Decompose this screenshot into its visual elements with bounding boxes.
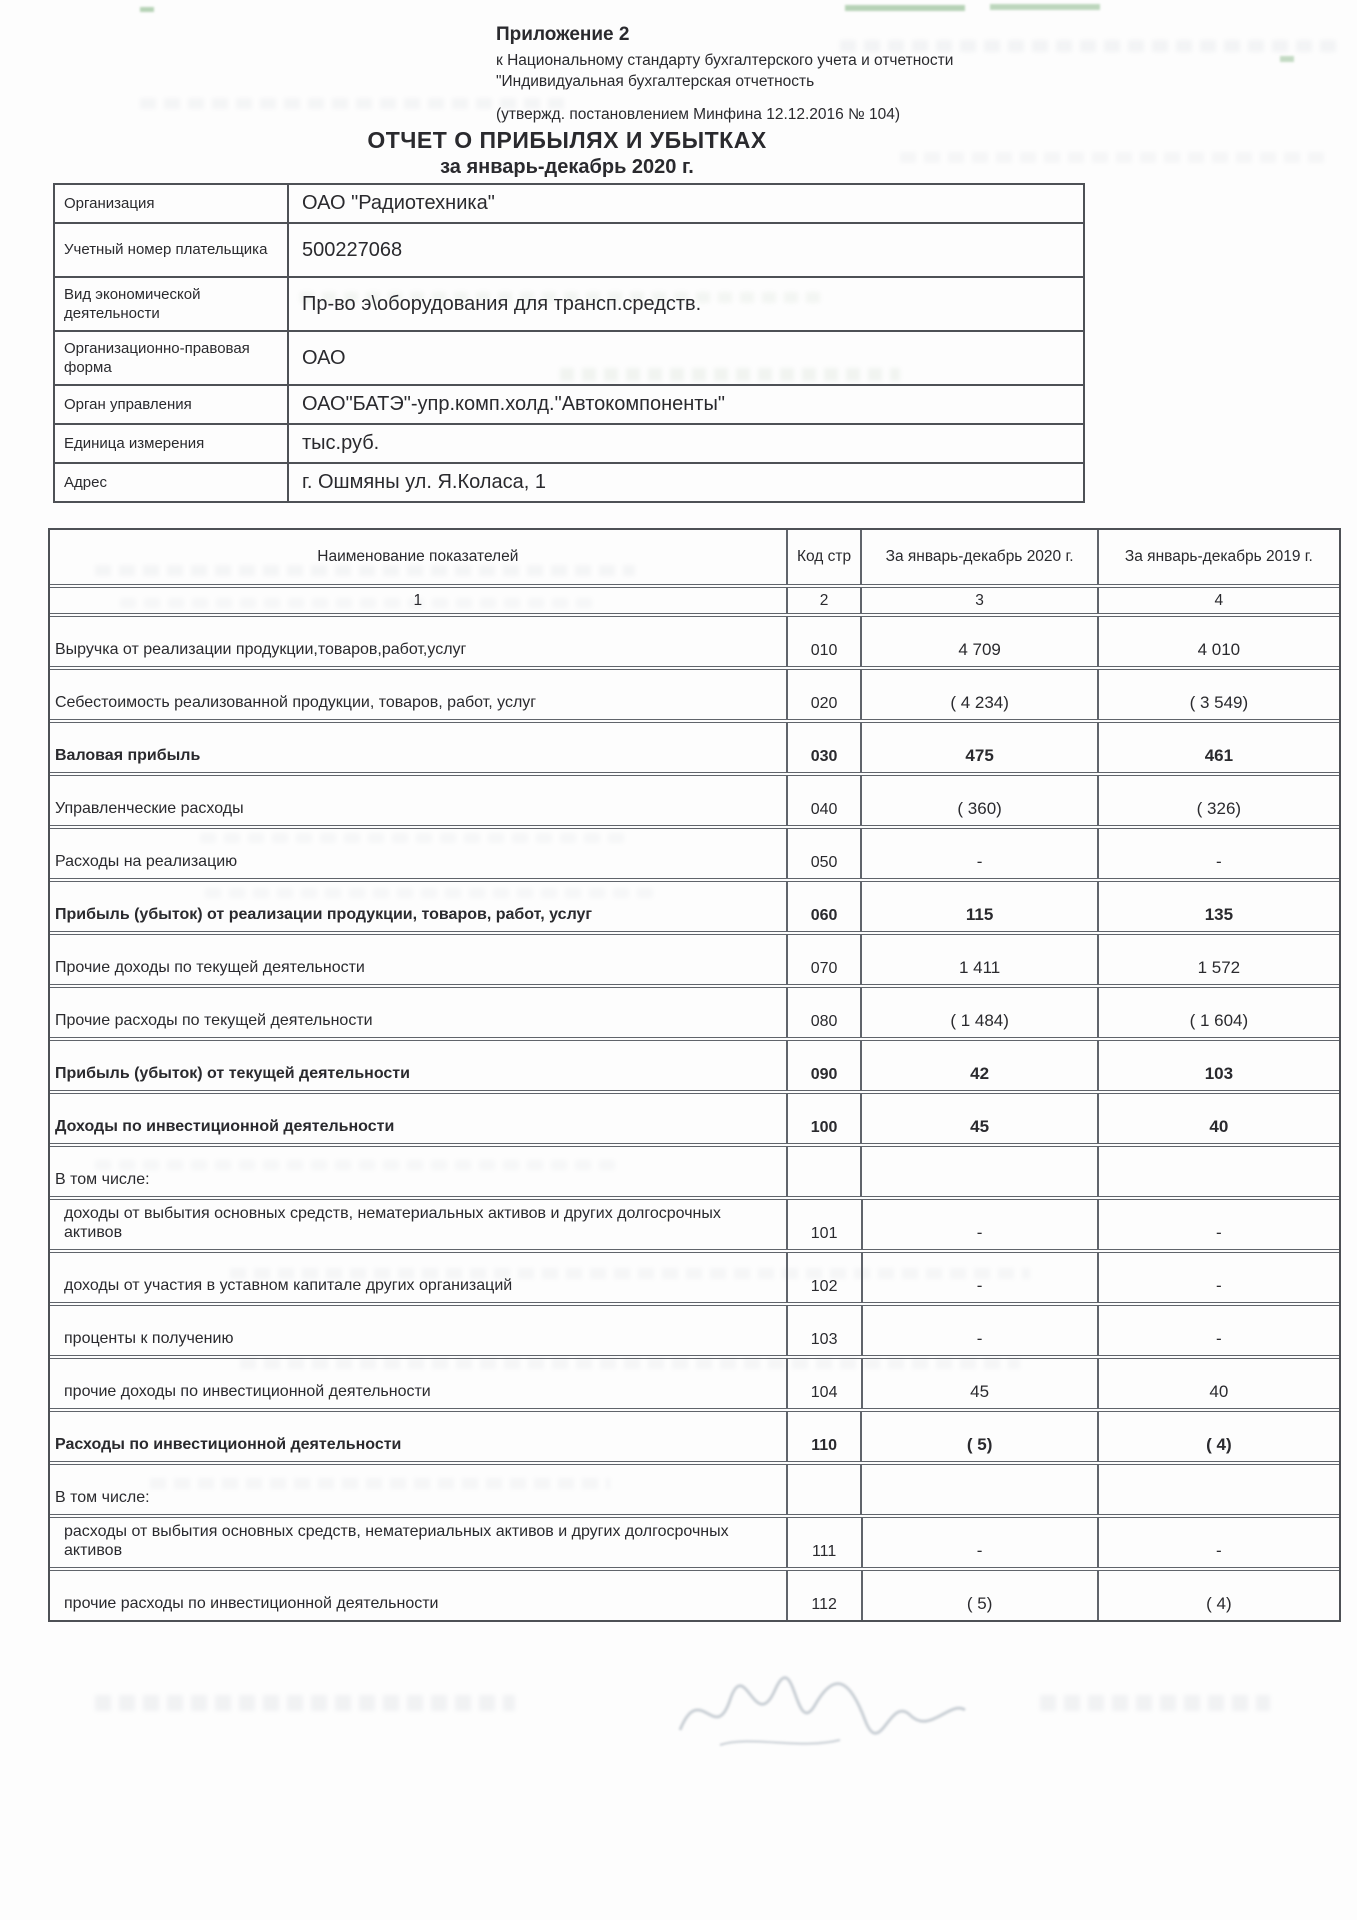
org-info-label: Единица измерения bbox=[55, 425, 289, 462]
row-indicator-name: Расходы на реализацию bbox=[50, 829, 788, 878]
row-value-2019: 40 bbox=[1209, 1382, 1229, 1401]
row-code: 103 bbox=[788, 1306, 863, 1355]
row-value-2020: ( 360) bbox=[862, 776, 1098, 825]
header-cell-2020: За январь-декабрь 2020 г. bbox=[862, 530, 1098, 584]
column-number: 4 bbox=[1214, 591, 1224, 609]
row-value-2020: ( 5) bbox=[862, 1412, 1098, 1461]
row-indicator-name: Доходы по инвестиционной деятельности bbox=[50, 1094, 788, 1143]
row-code: 040 bbox=[788, 776, 863, 825]
org-info-row bbox=[55, 185, 1083, 224]
table-row bbox=[50, 723, 1339, 776]
report-period: за январь-декабрь 2020 г. bbox=[440, 156, 694, 178]
table-row bbox=[50, 1306, 1339, 1359]
row-code: 020 bbox=[788, 670, 863, 719]
row-code: 101 bbox=[788, 1200, 863, 1249]
row-value-2019: - bbox=[1216, 852, 1222, 871]
row-indicator-name: Себестоимость реализованной продукции, товаров, работ, услуг bbox=[50, 670, 788, 719]
row-value-2020: ( 4 234) bbox=[862, 670, 1098, 719]
org-info-value: ОАО "Радиотехника" bbox=[302, 192, 495, 214]
report-table bbox=[48, 528, 1341, 1622]
row-indicator-name: Прочие доходы по текущей деятельности bbox=[50, 935, 788, 984]
row-code: 030 bbox=[788, 723, 863, 772]
org-info-value: 500227068 bbox=[302, 238, 403, 261]
row-value-2020: - bbox=[863, 1306, 1099, 1355]
table-row bbox=[50, 988, 1339, 1041]
row-value-2019: ( 326) bbox=[1196, 799, 1242, 818]
column-number: 1 bbox=[50, 588, 788, 613]
row-code: 100 bbox=[788, 1094, 863, 1143]
report-table-header bbox=[50, 530, 1339, 588]
row-indicator-name: доходы от участия в уставном капитале других организаций bbox=[50, 1253, 788, 1302]
org-info-label: Орган управления bbox=[55, 386, 289, 423]
row-indicator-name: расходы от выбытия основных средств, нематериальных активов и других долгосрочных активов bbox=[50, 1518, 788, 1567]
row-indicator-name: В том числе: bbox=[50, 1147, 788, 1196]
row-code bbox=[788, 1465, 863, 1514]
row-code: 070 bbox=[788, 935, 863, 984]
row-value-2020: 45 bbox=[863, 1359, 1099, 1408]
table-row bbox=[50, 776, 1339, 829]
row-code: 060 bbox=[788, 882, 863, 931]
row-value-2020: ( 5) bbox=[863, 1571, 1099, 1620]
row-value-2019: 461 bbox=[1204, 746, 1234, 765]
org-info-row bbox=[55, 425, 1083, 464]
approval-line: (утвержд. постановлением Минфина 12.12.2016 № 104) bbox=[496, 106, 901, 123]
row-value-2019: ( 1 604) bbox=[1189, 1011, 1249, 1030]
row-value-2019 bbox=[1099, 1147, 1339, 1196]
org-info-label: Вид экономической деятельности bbox=[55, 278, 289, 330]
table-row bbox=[50, 1465, 1339, 1518]
table-row bbox=[50, 1147, 1339, 1200]
row-value-2019: ( 4) bbox=[1206, 1594, 1232, 1613]
row-code: 111 bbox=[788, 1518, 863, 1567]
row-code: 102 bbox=[788, 1253, 863, 1302]
org-info-value: Пр-во э\оборудования для трансп.средств. bbox=[302, 292, 702, 315]
table-row bbox=[50, 1359, 1339, 1412]
row-value-2019: 40 bbox=[1209, 1117, 1229, 1136]
row-value-2020 bbox=[862, 1147, 1098, 1196]
report-title: ОТЧЕТ О ПРИБЫЛЯХ И УБЫТКАХ bbox=[367, 127, 767, 153]
row-indicator-name: Расходы по инвестиционной деятельности bbox=[50, 1412, 788, 1461]
row-value-2020: 4 709 bbox=[862, 617, 1098, 666]
table-row bbox=[50, 1518, 1339, 1571]
row-value-2019: - bbox=[1216, 1541, 1222, 1560]
row-indicator-name: проценты к получению bbox=[50, 1306, 788, 1355]
standard-reference-line2: "Индивидуальная бухгалтерская отчетность bbox=[496, 73, 815, 90]
row-indicator-name: Прочие расходы по текущей деятельности bbox=[50, 988, 788, 1037]
row-value-2020: - bbox=[862, 829, 1098, 878]
table-row bbox=[50, 829, 1339, 882]
appendix-label: Приложение 2 bbox=[496, 24, 630, 45]
row-code: 080 bbox=[788, 988, 863, 1037]
table-row bbox=[50, 1412, 1339, 1465]
header-cell-2019: За январь-декабрь 2019 г. bbox=[1124, 548, 1313, 566]
row-indicator-name: прочие доходы по инвестиционной деятельности bbox=[50, 1359, 788, 1408]
table-row bbox=[50, 935, 1339, 988]
green-mark-artifact bbox=[845, 5, 965, 11]
row-value-2019: 1 572 bbox=[1197, 958, 1241, 977]
row-value-2020: 475 bbox=[862, 723, 1098, 772]
org-info-label: Адрес bbox=[55, 464, 289, 501]
row-code: 104 bbox=[788, 1359, 863, 1408]
table-row bbox=[50, 1200, 1339, 1253]
row-value-2019: ( 4) bbox=[1206, 1435, 1232, 1454]
row-value-2020: 42 bbox=[862, 1041, 1098, 1090]
row-indicator-name: прочие расходы по инвестиционной деятельности bbox=[50, 1571, 788, 1620]
org-info-label: Учетный номер плательщика bbox=[55, 224, 289, 276]
row-code: 010 bbox=[788, 617, 863, 666]
table-row bbox=[50, 1041, 1339, 1094]
row-value-2019: - bbox=[1216, 1276, 1222, 1295]
org-info-row bbox=[55, 224, 1083, 278]
row-indicator-name: В том числе: bbox=[50, 1465, 788, 1514]
row-value-2019: - bbox=[1216, 1223, 1222, 1242]
column-number: 2 bbox=[788, 588, 863, 613]
row-indicator-name: Выручка от реализации продукции,товаров,работ,услуг bbox=[50, 617, 788, 666]
standard-reference-line1: к Национальному стандарту бухгалтерского учета и отчетности bbox=[496, 52, 954, 69]
row-code: 050 bbox=[788, 829, 863, 878]
signature-bleed-artifact bbox=[660, 1660, 980, 1760]
green-mark-artifact bbox=[1280, 56, 1294, 62]
scan-bleed-artifact bbox=[1040, 1695, 1270, 1711]
row-indicator-name: доходы от выбытия основных средств, нематериальных активов и других долгосрочных активов bbox=[50, 1200, 788, 1249]
green-mark-artifact bbox=[990, 4, 1100, 10]
table-row bbox=[50, 1571, 1339, 1620]
row-value-2020: 1 411 bbox=[862, 935, 1098, 984]
org-info-label: Организационно-правовая форма bbox=[55, 332, 289, 384]
org-info-value: тыс.руб. bbox=[302, 432, 380, 454]
header-cell-code: Код стр bbox=[788, 530, 863, 584]
org-info-row bbox=[55, 464, 1083, 501]
table-row bbox=[50, 617, 1339, 670]
row-value-2020: - bbox=[863, 1200, 1099, 1249]
org-info-row bbox=[55, 332, 1083, 386]
report-rows bbox=[50, 617, 1339, 1620]
row-value-2020 bbox=[862, 1465, 1098, 1514]
org-info-value: ОАО"БАТЭ"-упр.комп.холд."Автокомпоненты" bbox=[302, 393, 725, 415]
column-number: 3 bbox=[862, 588, 1098, 613]
row-value-2019: 103 bbox=[1204, 1064, 1234, 1083]
row-value-2019 bbox=[1099, 1465, 1339, 1514]
org-info-value: г. Ошмяны ул. Я.Коласа, 1 bbox=[302, 471, 546, 493]
table-row bbox=[50, 882, 1339, 935]
row-value-2020: - bbox=[863, 1253, 1099, 1302]
org-info-value: ОАО bbox=[302, 346, 346, 369]
org-info-row bbox=[55, 278, 1083, 332]
row-code: 112 bbox=[788, 1571, 863, 1620]
table-row bbox=[50, 1094, 1339, 1147]
row-code: 090 bbox=[788, 1041, 863, 1090]
row-value-2020: - bbox=[863, 1518, 1099, 1567]
row-indicator-name: Прибыль (убыток) от реализации продукции, товаров, работ, услуг bbox=[50, 882, 788, 931]
row-indicator-name: Прибыль (убыток) от текущей деятельности bbox=[50, 1041, 788, 1090]
row-value-2020: 45 bbox=[862, 1094, 1098, 1143]
row-code bbox=[788, 1147, 863, 1196]
row-value-2020: ( 1 484) bbox=[862, 988, 1098, 1037]
row-indicator-name: Валовая прибыль bbox=[50, 723, 788, 772]
row-value-2019: ( 3 549) bbox=[1189, 693, 1249, 712]
scan-bleed-artifact bbox=[95, 1695, 515, 1711]
org-info-table bbox=[53, 183, 1085, 503]
org-info-row bbox=[55, 386, 1083, 425]
row-value-2019: 135 bbox=[1204, 905, 1234, 924]
green-mark-artifact bbox=[140, 7, 154, 12]
row-code: 110 bbox=[788, 1412, 863, 1461]
scan-bleed-artifact bbox=[840, 40, 1340, 52]
row-value-2020: 115 bbox=[862, 882, 1098, 931]
table-row bbox=[50, 670, 1339, 723]
header-cell-indicator-name: Наименование показателей bbox=[50, 530, 788, 584]
table-row bbox=[50, 1253, 1339, 1306]
org-info-label: Организация bbox=[55, 185, 289, 222]
row-value-2019: 4 010 bbox=[1197, 640, 1241, 659]
row-indicator-name: Управленческие расходы bbox=[50, 776, 788, 825]
column-numbers-row bbox=[50, 588, 1339, 617]
row-value-2019: - bbox=[1216, 1329, 1222, 1348]
